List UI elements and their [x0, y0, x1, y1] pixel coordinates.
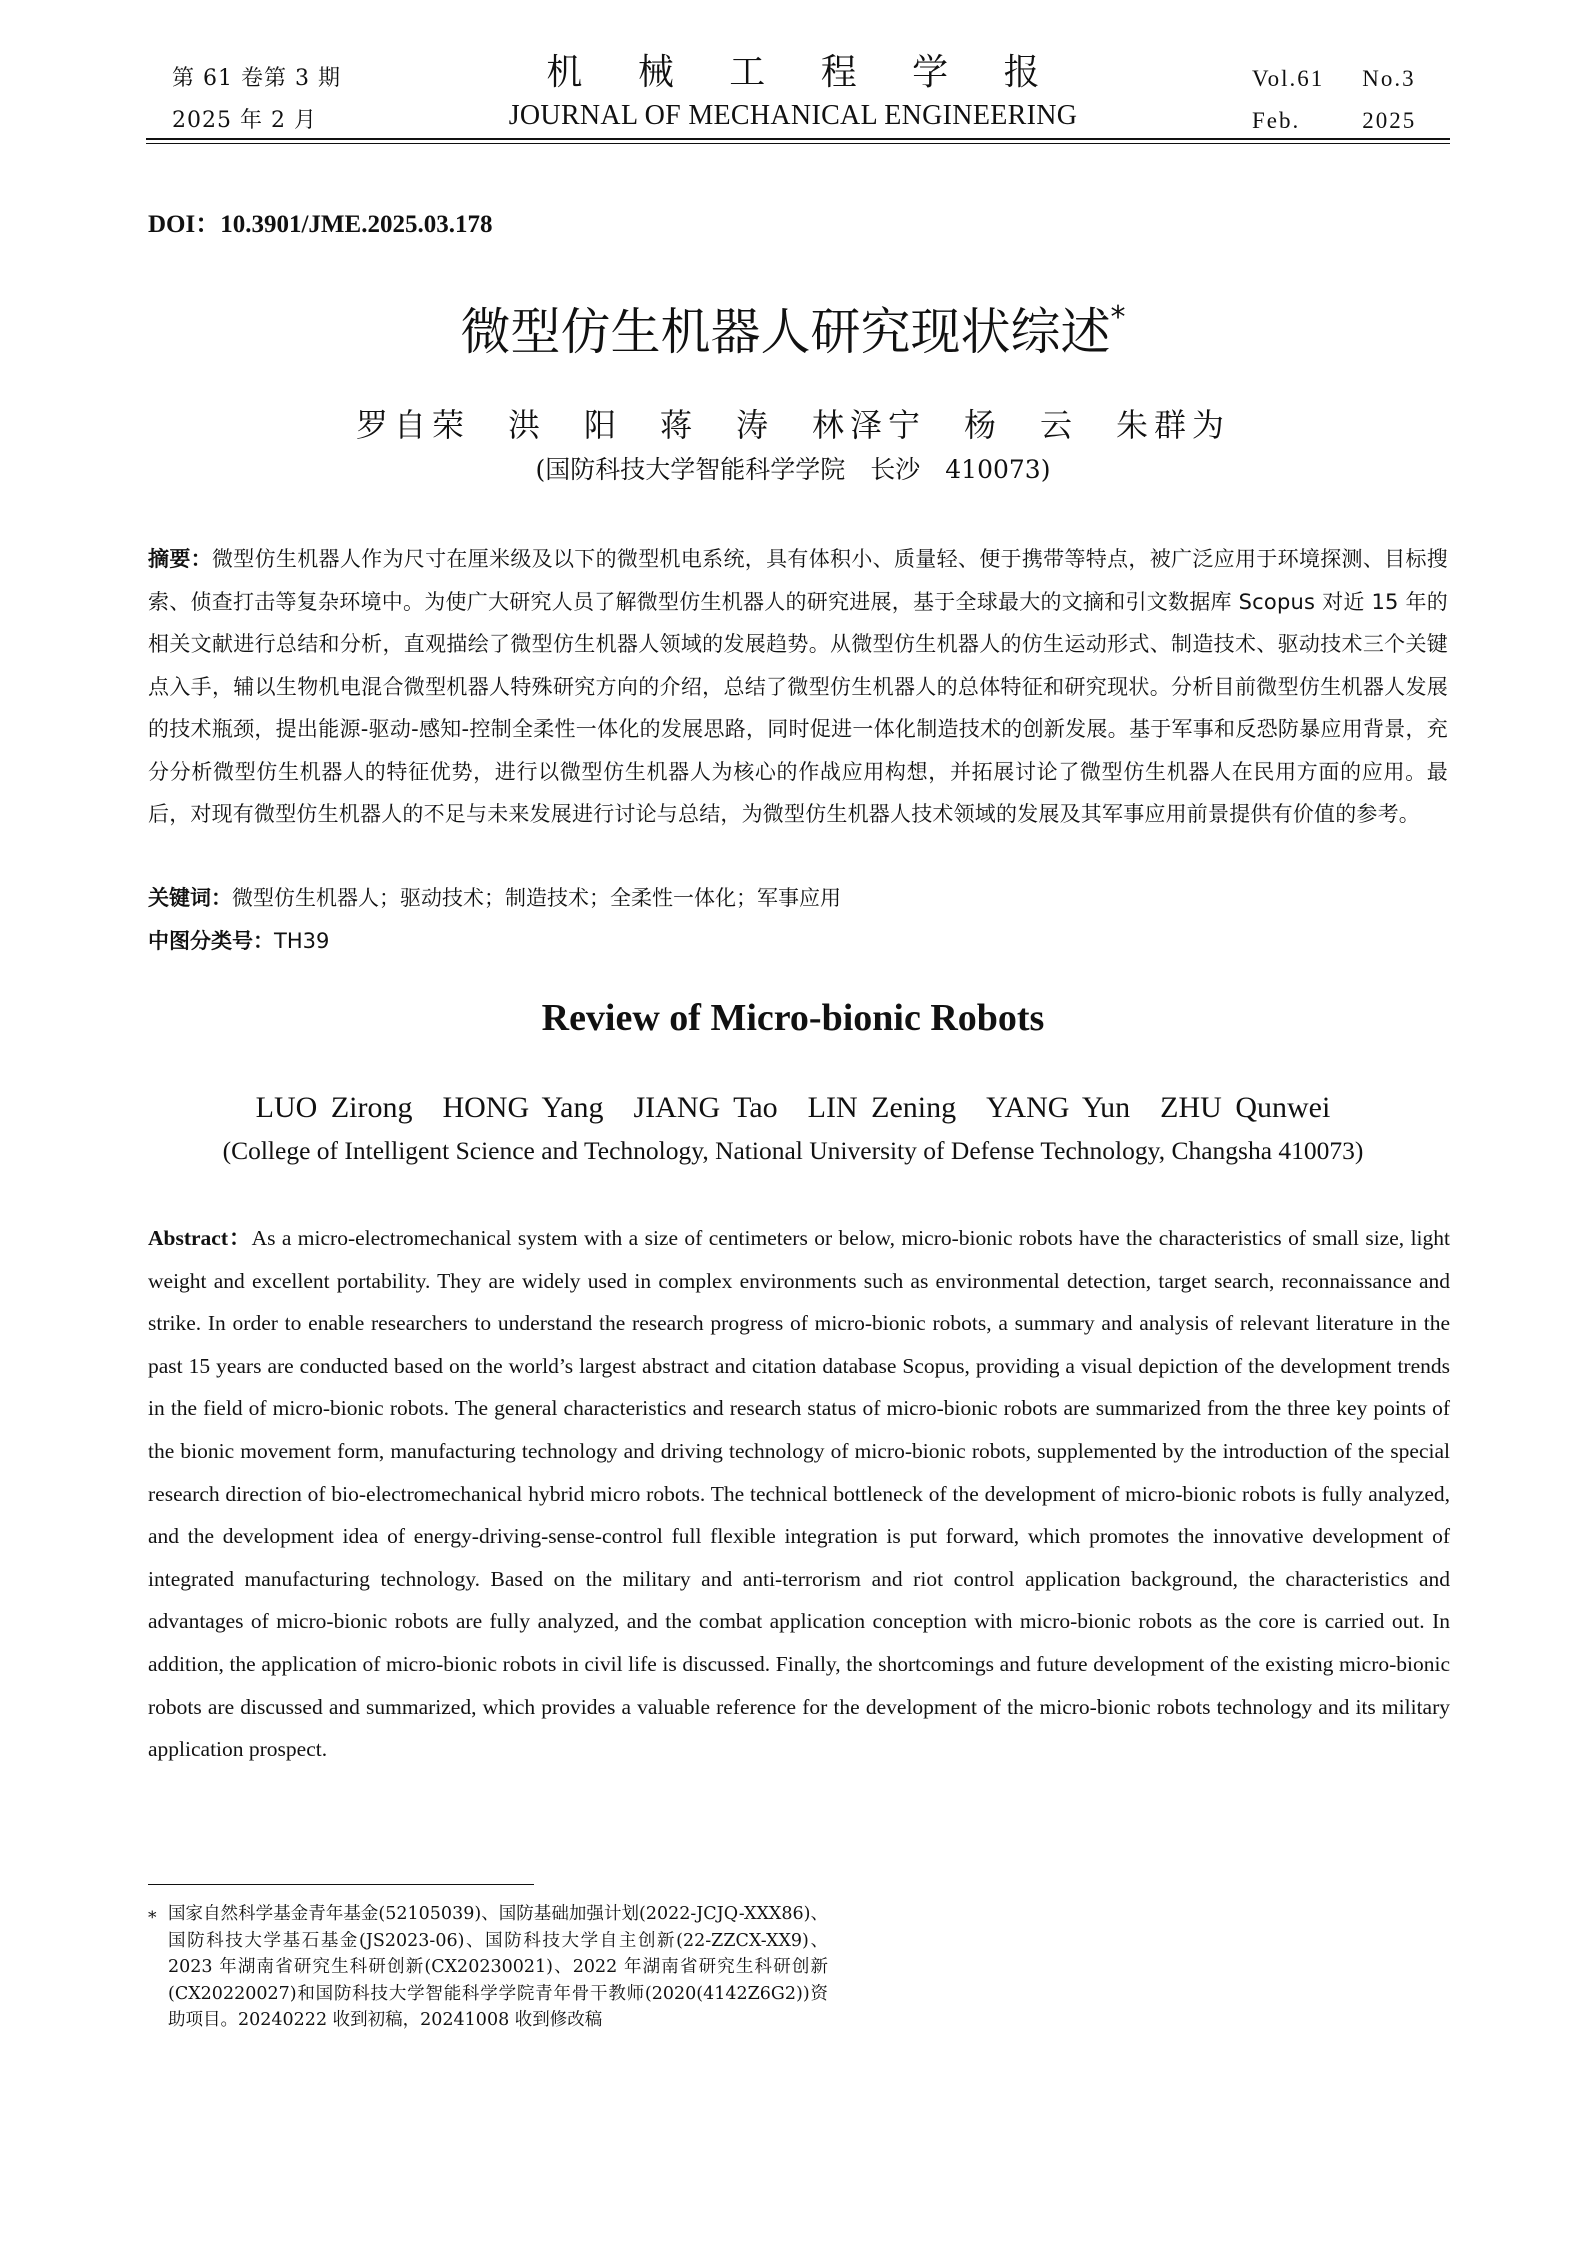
paper-title-cn [0, 283, 1586, 367]
doi: DOI：10.3901/JME.2025.03.178 [148, 211, 493, 238]
journal-name-cn: 机 械 工 程 学 报 [546, 52, 1062, 93]
abstract-en [148, 1217, 1450, 1771]
authors-cn: 罗自荣 洪 阳 蒋 涛 林泽宁 杨 云 朱群为 [355, 406, 1230, 444]
journal-name-en: JOURNAL OF MECHANICAL ENGINEERING [508, 100, 1078, 131]
abstract-en-text: As a micro-electromechanical system with a size of centimeters or below, micro-bionic robots have the characteristics of small size, light weight and excellent portability. They are widely used in complex environments such as environmental detection, target search, reconnaissance and strike. In order to enable researchers to understand the research progress of micro-bionic robots, a summary and analysis of relevant literature in the past 15 years are conducted based on the world’s largest abstract and citation database Scopus, providing a visual depiction of the development trends in the field of micro-bionic robots. The general characteristics and research status of micro-bionic robots are summarized from the three key points of the bionic movement form, manufacturing technology and driving technology of micro-bionic robots, supplemented by the introduction of the special research direction of bio-electromechanical hybrid micro robots. The technical bottleneck of the development of micro-bionic robots is fully analyzed, and the development idea of energy-driving-sense-control full flexible integration is put forward, which promotes the innovative development of integrated manufacturing technology. Based on the military and anti-terrorism and riot control application background, the characteristics and advantages of micro-bionic robots are fully analyzed, and the combat application conception with micro-bionic robots as the core is carried out. In addition, the application of micro-bionic robots in civil life is discussed. Finally, the shortcomings and future development of the existing micro-bionic robots are discussed and summarized, which provides a valuable reference for the development of the micro-bionic robots technology and its military application prospect. [148, 1226, 1450, 1762]
year-label: 2025 [1362, 108, 1417, 133]
affiliation-cn: (国防科技大学智能科学学院 长沙 410073) [535, 455, 1051, 484]
classification-cn-label: 中图分类号： [148, 929, 274, 953]
footnote-text: 国家自然科学基金青年基金(52105039)、国防基础加强计划(2022-JCJQ-XXX86)、国防科技大学基石基金(JS2023-06)、国防科技大学自主创新(22-ZZCX-XX9)、2023 年湖南省研究生科研创新(CX20230021)、2022 年湖南省研究生科研创新(CX20220027)和国防科技大学智能科学学院青年骨干教师(2020(4142Z6G2))资助项目。20240222 收到初稿，20241008 收到修改稿 [168, 1904, 828, 2030]
abstract-en-label: Abstract： [148, 1226, 252, 1250]
header-left [172, 58, 341, 142]
keywords-cn-label: 关键词： [148, 886, 232, 910]
keywords-cn [148, 877, 841, 919]
abstract-cn [148, 538, 1448, 836]
keywords-cn-text: 微型仿生机器人；驱动技术；制造技术；全柔性一体化；军事应用 [232, 886, 841, 910]
issue-label: No.3 [1362, 66, 1416, 91]
volume-issue-cn: 第 61 卷第 3 期 [172, 66, 341, 91]
abstract-cn-text: 微型仿生机器人作为尺寸在厘米级及以下的微型机电系统，具有体积小、质量轻、便于携带等特点，被广泛应用于环境探测、目标搜索、侦查打击等复杂环境中。为使广大研究人员了解微型仿生机器人的研究进展，基于全球最大的文摘和引文数据库 Scopus 对近 15 年的相关文献进行总结和分析，直观描绘了微型仿生机器人领域的发展趋势。从微型仿生机器人的仿生运动形式、制造技术、驱动技术三个关键点入手，辅以生物机电混合微型机器人特殊研究方向的介绍，总结了微型仿生机器人的总体特征和研究现状。分析目前微型仿生机器人发展的技术瓶颈，提出能源-驱动-感知-控制全柔性一体化的发展思路，同时促进一体化制造技术的创新发展。基于军事和反恐防暴应用背景，充分分析微型仿生机器人的特征优势，进行以微型仿生机器人为核心的作战应用构想，并拓展讨论了微型仿生机器人在民用方面的应用。最后，对现有微型仿生机器人的不足与未来发展进行讨论与总结，为微型仿生机器人技术领域的发展及其军事应用前景提供有价值的参考。 [148, 547, 1448, 826]
header-right [1252, 58, 1416, 142]
classification-cn-text: TH39 [274, 929, 330, 953]
title-cn-text: 微型仿生机器人研究现状综述 [460, 303, 1111, 361]
authors-en: LUO Zirong HONG Yang JIANG Tao LIN Zening YANG Yun ZHU Qunwei [255, 1091, 1331, 1124]
affiliation-en: (College of Intelligent Science and Technology, National University of Defense Technology, Changsha 410073) [222, 1136, 1364, 1165]
header-rule-thick [146, 138, 1450, 140]
footnote-rule [148, 1884, 534, 1885]
classification-cn [148, 920, 329, 962]
footnote-mark: * [148, 1908, 157, 1928]
journal-name [420, 48, 1166, 134]
header-rule-thin [146, 143, 1450, 144]
abstract-cn-label: 摘要： [148, 547, 212, 571]
volume-label: Vol.61 [1252, 66, 1325, 91]
date-cn: 2025 年 2 月 [172, 108, 317, 133]
month-label: Feb. [1252, 108, 1301, 133]
paper-title-en: Review of Micro-bionic Robots [541, 997, 1045, 1039]
title-footnote-mark: * [1110, 300, 1126, 335]
